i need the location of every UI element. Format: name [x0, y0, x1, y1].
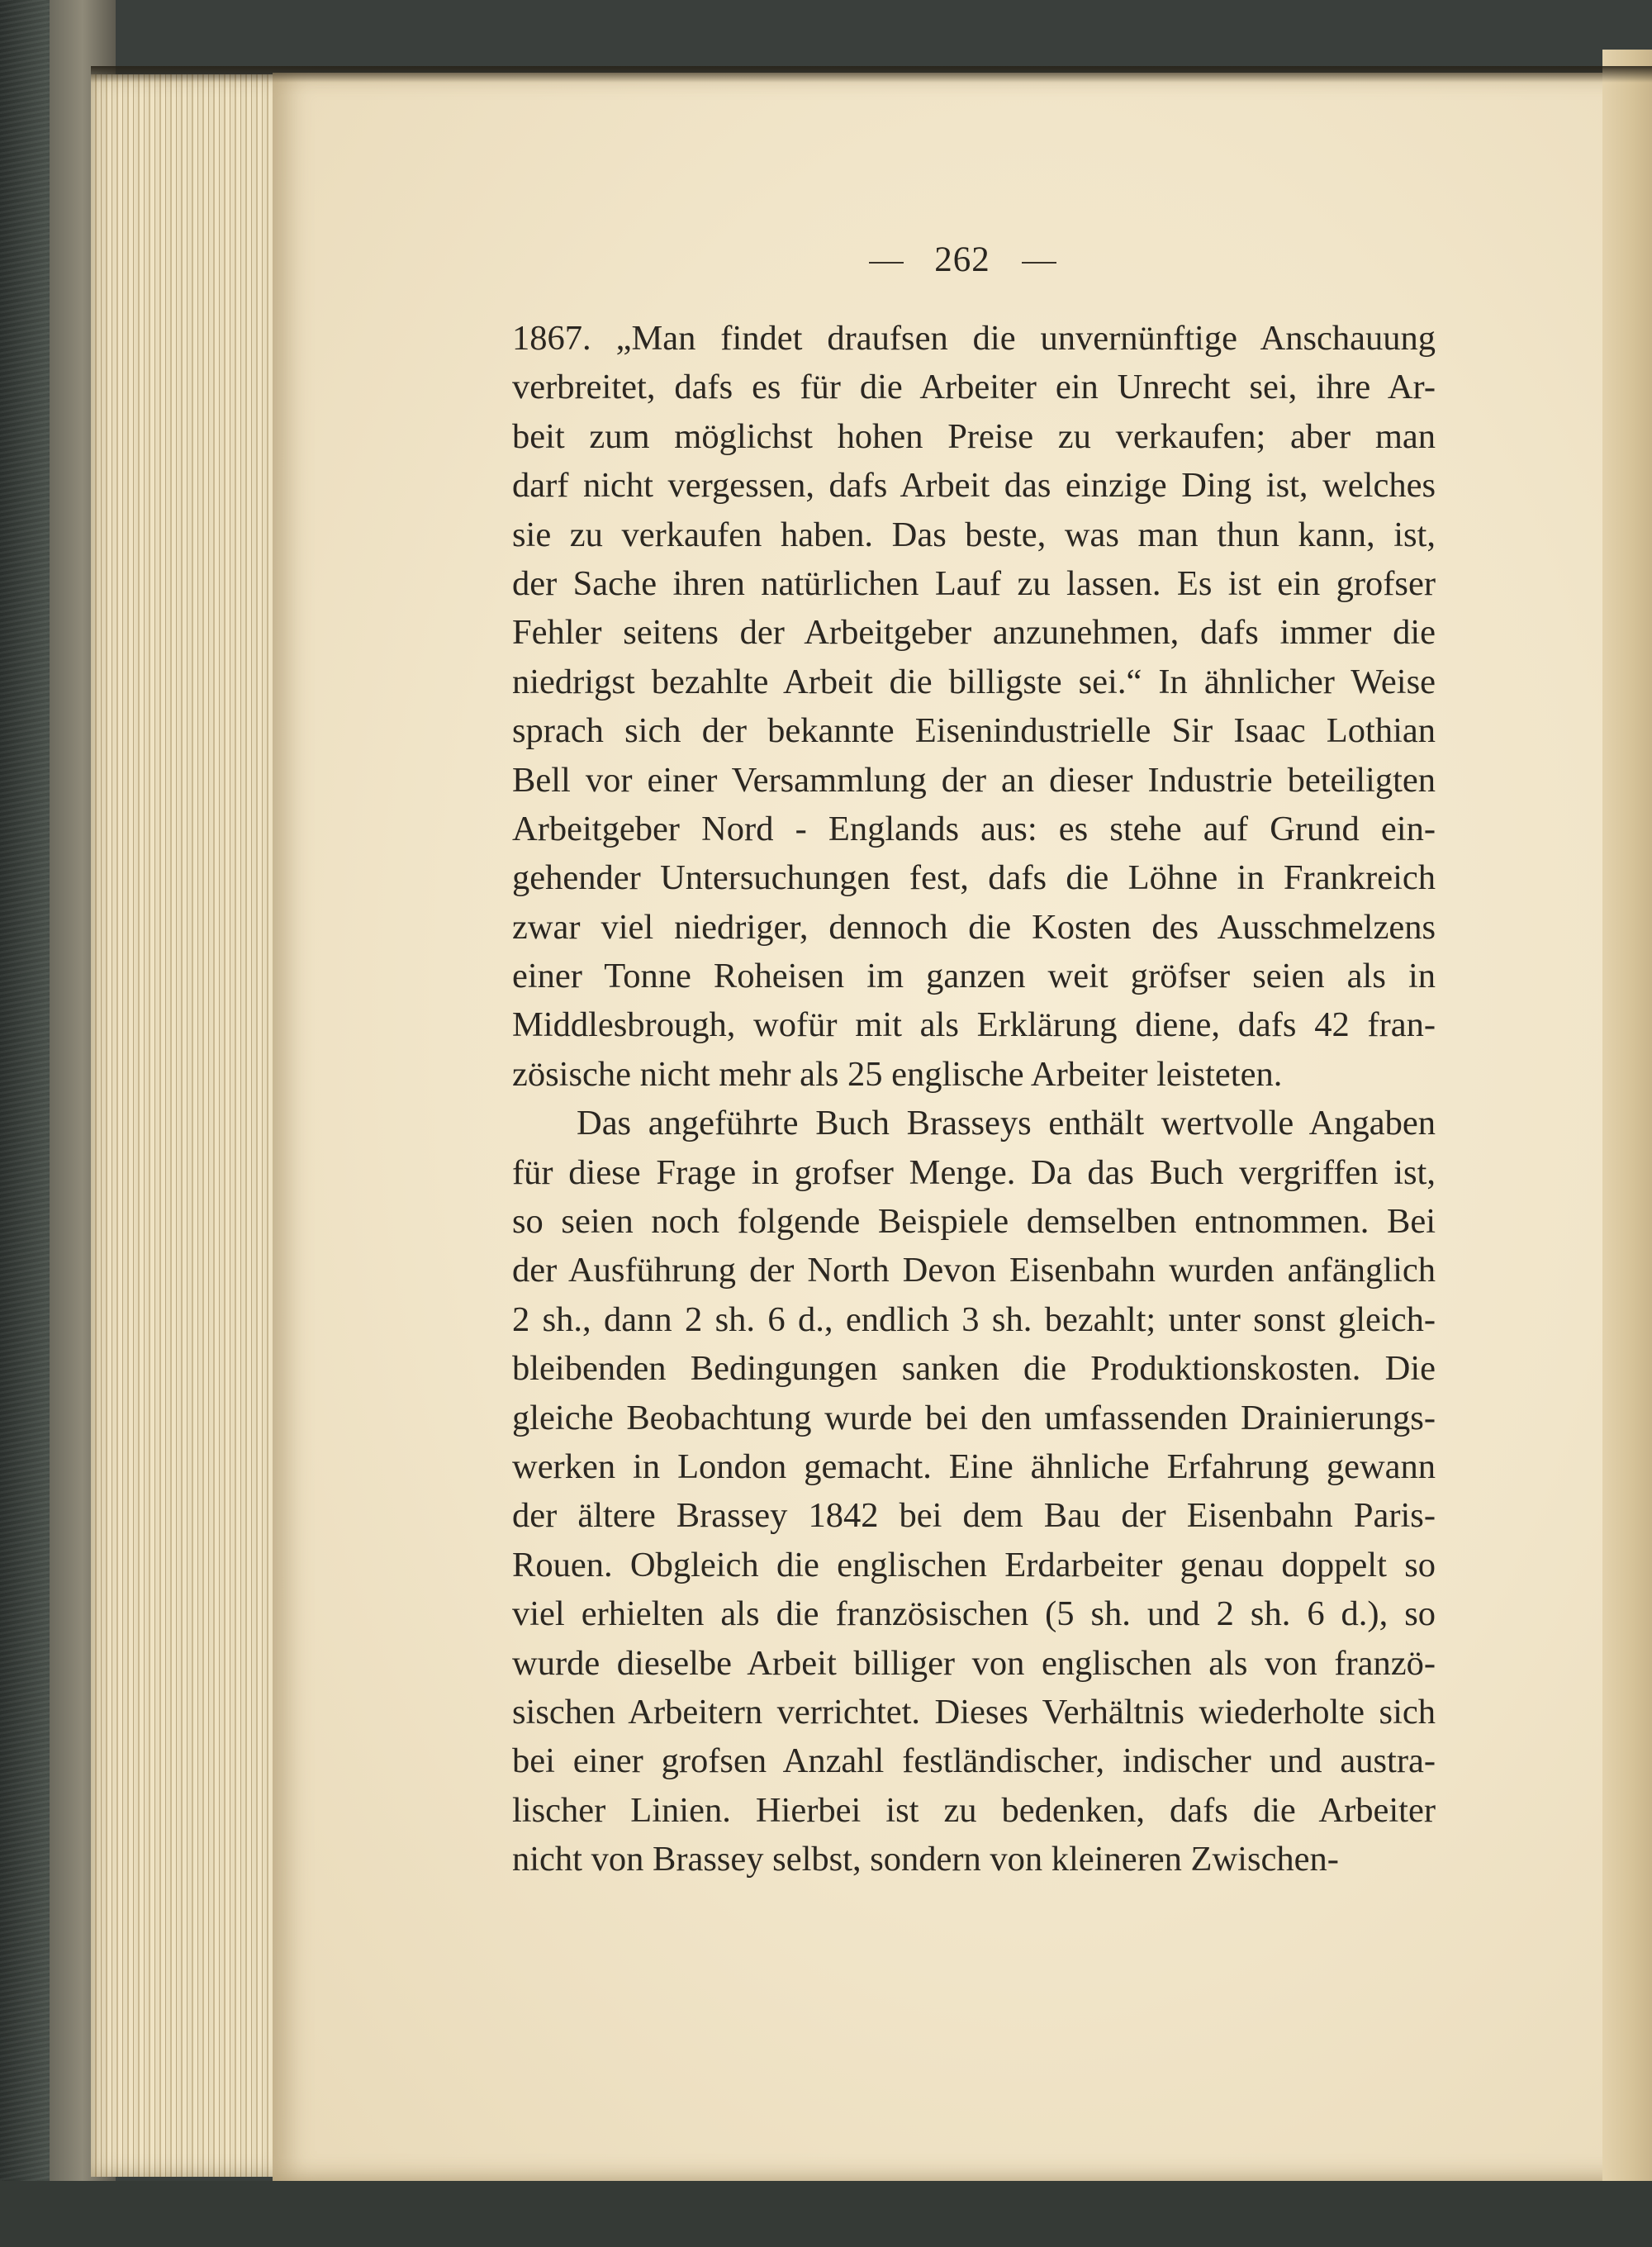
text-line: 2 sh., dann 2 sh. 6 d., endlich 3 sh. bezahlt; unter sonst gleich-	[512, 1299, 1436, 1339]
text-line: sischen Arbeitern verrichtet. Dieses Verhältnis wiederholte sich	[512, 1692, 1436, 1732]
text-line: sprach sich der bekannte Eisenindustrielle Sir Isaac Lothian	[512, 711, 1436, 751]
text-line: Fehler seitens der Arbeitgeber anzunehmen, dafs immer die	[512, 613, 1436, 653]
body-text	[512, 314, 1436, 1884]
text-line: zösische nicht mehr als 25 englische Arbeiter leisteten.	[512, 1054, 1283, 1094]
text-line: Middlesbrough, wofür mit als Erklärung diene, dafs 42 fran-	[512, 1005, 1436, 1045]
page-top-shadow	[91, 66, 1652, 83]
text-line: Das angeführte Buch Brasseys enthält wertvolle Angaben	[577, 1104, 1436, 1143]
text-line: der ältere Brassey 1842 bei dem Bau der Eisenbahn Paris-	[512, 1496, 1436, 1536]
text-line: viel erhielten als die französischen (5 sh. und 2 sh. 6 d.), so	[512, 1594, 1436, 1634]
text-line: werken in London gemacht. Eine ähnliche Erfahrung gewann	[512, 1447, 1436, 1486]
facing-page-edge	[1602, 50, 1652, 2214]
text-line: lischer Linien. Hierbei ist zu bedenken, dafs die Arbeiter	[512, 1790, 1436, 1830]
text-line: Arbeitgeber Nord - Englands aus: es stehe auf Grund ein-	[512, 809, 1436, 848]
text-line: einer Tonne Roheisen im ganzen weit gröfser seien als in	[512, 957, 1436, 996]
text-line: gleiche Beobachtung wurde bei den umfassenden Drainierungs-	[512, 1398, 1436, 1437]
page-header	[273, 240, 1652, 280]
text-line: so seien noch folgende Beispiele demselben entnommen. Bei	[512, 1202, 1436, 1242]
page-number: 262	[934, 240, 990, 279]
text-line: 1867. „Man findet draufsen die unvernünftige Anschauung	[512, 319, 1436, 358]
text-line: für diese Frage in grofser Menge. Da das Buch vergriffen ist,	[512, 1152, 1436, 1192]
text-line: zwar viel niedriger, dennoch die Kosten des Ausschmelzens	[512, 907, 1436, 947]
text-line: bleibenden Bedingungen sanken die Produktionskosten. Die	[512, 1349, 1436, 1389]
text-line: niedrigst bezahlte Arbeit die billigste sei.“ In ähnlicher Weise	[512, 662, 1436, 701]
text-line: verbreitet, dafs es für die Arbeiter ein Unrecht sei, ihre Ar-	[512, 368, 1436, 407]
header-dash-right	[1022, 262, 1056, 264]
header-dash-left	[869, 262, 904, 264]
text-line: wurde dieselbe Arbeit billiger von englischen als von franzö-	[512, 1643, 1436, 1683]
text-line: Bell vor einer Versammlung der an dieser Industrie beteiligten	[512, 760, 1436, 800]
text-line: nicht von Brassey selbst, sondern von kleineren Zwischen-	[512, 1840, 1339, 1879]
text-line: darf nicht vergessen, dafs Arbeit das einzige Ding ist, welches	[512, 466, 1436, 506]
text-line: bei einer grofsen Anzahl festländischer, indischer und austra-	[512, 1741, 1436, 1781]
text-line: sie zu verkaufen haben. Das beste, was man thun kann, ist,	[512, 515, 1436, 554]
scan-background	[0, 2181, 1652, 2247]
text-line: beit zum möglichst hohen Preise zu verkaufen; aber man	[512, 416, 1436, 456]
text-line: Rouen. Obgleich die englischen Erdarbeiter genau doppelt so	[512, 1545, 1436, 1584]
text-line: gehender Untersuchungen fest, dafs die Löhne in Frankreich	[512, 858, 1436, 898]
text-line: der Sache ihren natürlichen Lauf zu lassen. Es ist ein grofser	[512, 563, 1436, 603]
text-line: der Ausführung der North Devon Eisenbahn wurden anfänglich	[512, 1251, 1436, 1290]
page-edges	[91, 74, 289, 2177]
